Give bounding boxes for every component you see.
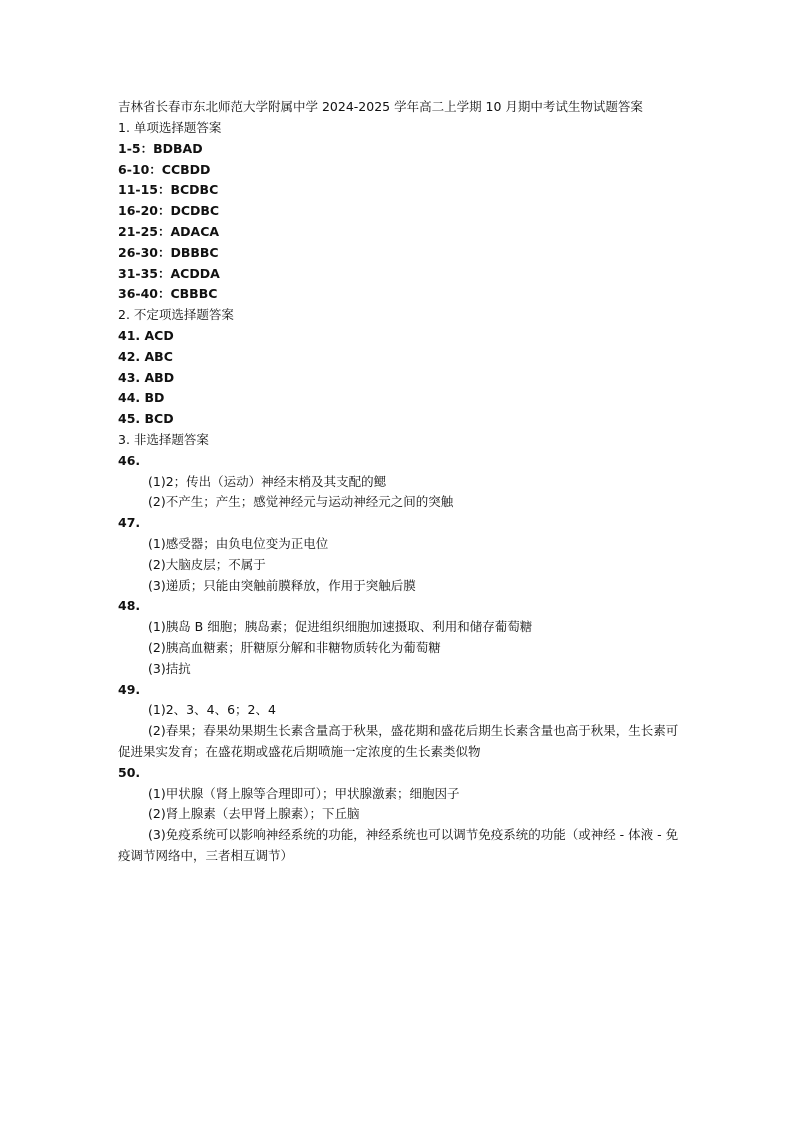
answer-row: 31-35：ACDDA (118, 265, 220, 281)
answer-row: 45. BCD (118, 411, 174, 427)
answer-row: 44. BD (118, 390, 165, 406)
answer-row: 43. ABD (118, 369, 175, 385)
answer-part: (1)甲状腺（肾上腺等合理即可）；甲状腺激素；细胞因子 (148, 785, 460, 801)
answer-part: (3)拮抗 (148, 660, 191, 676)
question-number: 46. (118, 452, 141, 468)
answer-part: (2)肾上腺素（去甲肾上腺素）；下丘脑 (148, 806, 360, 822)
answer-row: 16-20：DCDBC (118, 203, 220, 219)
answer-part: (3)递质；只能由突触前膜释放，作用于突触后膜 (148, 577, 416, 593)
answer-part: (1)胰岛 B 细胞；胰岛素；促进组织细胞加速摄取、利用和储存葡萄糖 (148, 619, 533, 635)
question-number: 47. (118, 515, 141, 531)
answer-row: 36-40：CBBBC (118, 286, 218, 302)
answer-part: (3)免疫系统可以影响神经系统的功能，神经系统也可以调节免疫系统的功能（或神经 - 体液 - 免疫调节网络中，三者相互调节） (118, 827, 679, 863)
answer-row: 6-10：CCBDD (118, 161, 211, 177)
answer-part: (1)2；传出（运动）神经末梢及其支配的鳃 (148, 473, 387, 489)
question-number: 50. (118, 764, 141, 780)
answer-part: (1)感受器；由负电位变为正电位 (148, 535, 329, 551)
answer-part: (2)胰高血糖素；肝糖原分解和非糖物质转化为葡萄糖 (148, 639, 441, 655)
answer-part: (1)2、3、4、6；2、4 (148, 702, 276, 718)
answer-part: (2)不产生；产生；感觉神经元与运动神经元之间的突触 (148, 494, 454, 510)
answer-row: 41. ACD (118, 327, 174, 343)
question-number: 49. (118, 681, 141, 697)
answer-row: 11-15：BCDBC (118, 182, 219, 198)
document-title: 吉林省长春市东北师范大学附属中学 2024-2025 学年高二上学期 10 月期中考试生物试题答案 (118, 99, 643, 114)
section-heading-non-choice: 3. 非选择题答案 (118, 431, 209, 447)
answer-row: 21-25：ADACA (118, 223, 220, 239)
answer-part: (2)大脑皮层；不属于 (148, 556, 266, 572)
answer-row: 1-5：BDBAD (118, 140, 203, 156)
answer-row: 26-30：DBBBC (118, 244, 219, 260)
question-number: 48. (118, 598, 141, 614)
answer-key-content (118, 97, 688, 867)
section-heading-multiple-choice: 2. 不定项选择题答案 (118, 307, 234, 323)
section-heading-single-choice: 1. 单项选择题答案 (118, 120, 222, 135)
answer-part: (2)春果；春果幼果期生长素含量高于秋果，盛花期和盛花后期生长素含量也高于秋果，生长素可促进果实发育；在盛花期或盛花后期喷施一定浓度的生长素类似物 (118, 723, 679, 759)
answer-row: 42. ABC (118, 348, 173, 364)
